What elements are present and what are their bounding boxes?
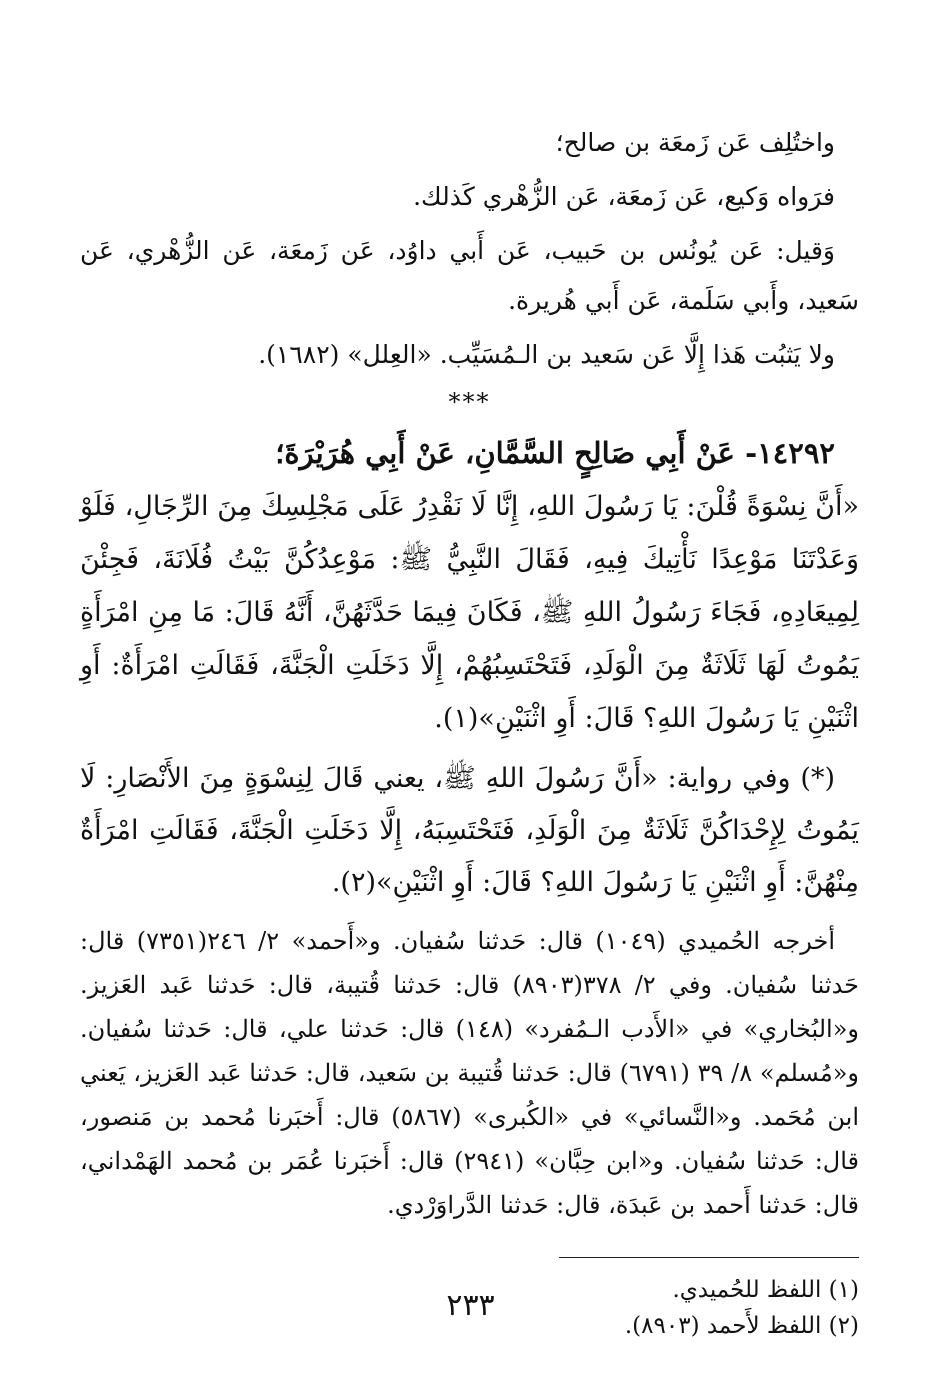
narration-line-2: فرَواه وَكيع، عَن زَمعَة، عَن الزُّهْري كَذلك. (413, 182, 835, 211)
page-number: ٢٣٣ (446, 1288, 495, 1323)
footnote-2: (٢) اللفظ لأَحمد (٨٩٠٣). (624, 1313, 859, 1339)
hadith-alternate-narration: (*) وفي رواية: «أَنَّ رَسُولَ اللهِ ﷺ، يعني قَالَ لِنِسْوَةٍ مِنَ الأَنْصَارِ: لَا يَمُوتُ لِإِحْدَاكُنَّ ثَلَاثَةٌ مِنَ الْوَلَدِ، فَتَحْتَسِبَهُ، إِلَّا دَخَلَتِ الْجَنَّةَ، فَقَالَتِ امْرَأَةٌ مِنْهُنَّ: أَوِ اثْنَيْنِ يَا رَسُولَ اللهِ؟ قَالَ: أَوِ اثْنَيْنِ»(٢). (80, 763, 859, 898)
hadith-matn: «أَنَّ نِسْوَةً قُلْنَ: يَا رَسُولَ اللهِ، إِنَّا لَا نَقْدِرُ عَلَى مَجْلِسِكَ مِنَ الرِّجَالِ، فَلَوْ وَعَدْتَنَا مَوْعِدًا نَأْتِيكَ فِيهِ، فَقَالَ النَّبِيُّ ﷺ: مَوْعِدُكُنَّ بَيْتُ فُلَانَةَ، فَجِئْنَ لِمِيعَادِهِ، فَجَاءَ رَسُولُ اللهِ ﷺ، فَكَانَ فِيمَا حَدَّثَهُنَّ، أَنَّهُ قَالَ: مَا مِنِ امْرَأَةٍ يَمُوتُ لَهَا ثَلَاثَةٌ مِنَ الْوَلَدِ، فَتَحْتَسِبُهُمْ، إِلَّا دَخَلَتِ الْجَنَّةَ، فَقَالَتِ امْرَأَةٌ: أَوِ اثْنَيْنِ يَا رَسُولَ اللهِ؟ قَالَ: أَوِ اثْنَيْنِ»(١). (80, 491, 859, 734)
section-separator: *** (448, 388, 491, 416)
narration-line-4: ولا يَثبُت هَذا إِلَّا عَن سَعيد بن الـمُسَيِّب. «العِلل» (١٦٨٢). (258, 340, 835, 369)
footnote-1: (١) اللفظ للحُميدي. (672, 1277, 859, 1303)
hadith-heading: ١٤٢٩٢- عَنْ أَبِي صَالِحٍ السَّمَّانِ، عَنْ أَبِي هُرَيْرَةَ؛ (275, 436, 835, 470)
narration-line-3: وَقيل: عَن يُونُس بن حَبيب، عَن أَبي داوُد، عَن زَمعَة، عَن الزُّهْري، عَن سَعيد، وأَبي سَلَمة، عَن أَبي هُريرة. (80, 236, 859, 315)
hadith-takhrij: أخرجه الحُميدي (١٠٤٩) قال: حَدثنا سُفيان. و«أَحمد» ٢/ ٢٤٦(٧٣٥١) قال: حَدثنا سُفيان. وفي ٢/ ٣٧٨(٨٩٠٣) قال: حَدثنا قُتيبة، قال: حَدثنا عَبد العَزيز. و«البُخاري» في «الأَدب الـمُفرد» (١٤٨) قال: حَدثنا علي، قال: حَدثنا سُفيان. و«مُسلم» ٨/ ٣٩ (٦٧٩١) قال: حَدثنا قُتيبة بن سَعيد، قال: حَدثنا عَبد العَزيز، يَعني ابن مُحَمد. و«النَّسائي» في «الكُبرى» (٥٨٦٧) قال: أَخبَرنا مُحمد بن مَنصور، قال: حَدثنا سُفيان. و«ابن حِبَّان» (٢٩٤١) قال: أَخبَرنا عُمَر بن مُحمد الهَمْداني، قال: حَدثنا أَحمد بن عَبدَة، قال: حَدثنا الدَّراوَرْدي. (80, 927, 860, 1219)
narration-line-1: واختُلِف عَن زَمعَة بن صالح؛ (555, 128, 835, 157)
footnote-divider (559, 1257, 859, 1258)
